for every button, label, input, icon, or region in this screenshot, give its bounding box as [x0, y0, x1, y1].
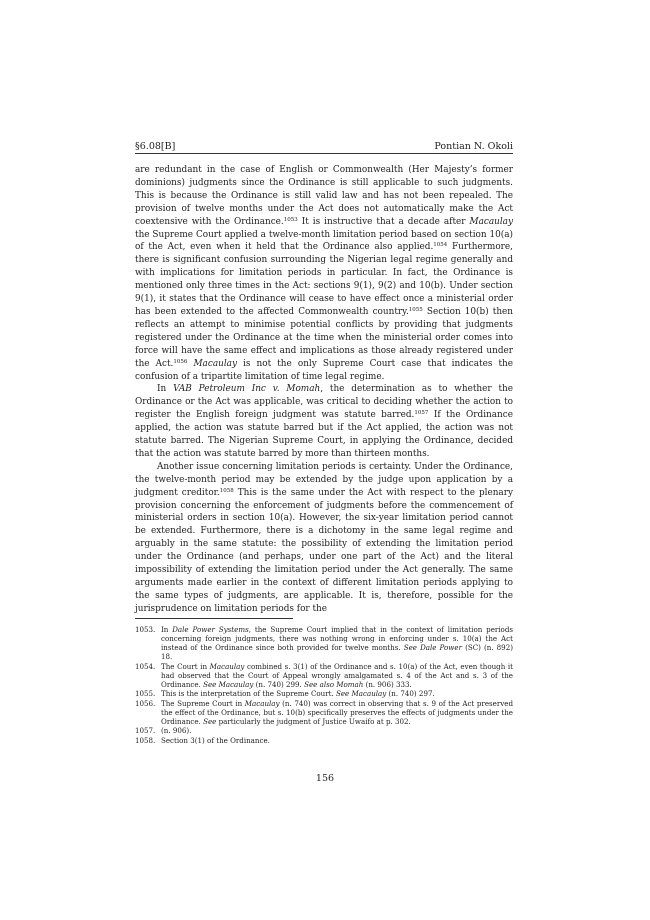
footnote-divider [135, 618, 293, 619]
footnote [135, 625, 513, 661]
body-text [135, 164, 513, 616]
footnote [135, 662, 513, 689]
footnote-number: 1055. [135, 689, 156, 698]
footnote-ref[interactable]: 1054 [433, 242, 448, 249]
footnote-ref[interactable]: 1058 [219, 487, 234, 494]
section-number: §6.08[B] [135, 141, 176, 152]
footnote-text: In Dale Power Systems, the Supreme Court implied that in the context of limitation periods concerning foreign judgments, there was nothing wrong in enforcing under s. 10(a) the Act instead of the Ordinance since both provided for twelve months. See Dale Power (SC) (n. 892) 18. [161, 625, 514, 661]
footnote-ref[interactable]: 1056 [173, 358, 188, 365]
footnote-number: 1057. [135, 726, 156, 735]
paragraph: In VAB Petroleum Inc v. Momah, the determination as to whether the Ordinance or the Act was applicable, was critical to deciding whether the action to register the English foreign judgment was statute barred.$^{1057}$ If the Ordinance applied, the action was statute barred but if the Act applied, the action was not statute barred. The Nigerian Supreme Court, in applying the Ordinance, decided that the action was statute barred by more than thirteen months. [135, 384, 514, 459]
footnote-text: Section 3(1) of the Ordinance. [161, 735, 270, 745]
footnote [135, 726, 513, 735]
footnote-text: The Supreme Court in Macaulay (n. 740) was correct in observing that s. 9 of the Act preserved the effect of the Ordinance, but s. 10(b) specifically preserves the effects of judgments under the Ordinance. See particularly the judgment of Justice Uwaifo at p. 302. [161, 698, 513, 726]
footnote-number: 1053. [135, 625, 156, 634]
footnote-ref[interactable]: 1057 [414, 410, 429, 417]
footnote-ref[interactable]: 1053 [283, 216, 298, 223]
footnote [135, 736, 513, 745]
footnote-number: 1056. [135, 698, 156, 708]
footnote-text: This is the interpretation of the Supreme Court. See Macaulay (n. 740) 297. [161, 689, 435, 698]
page-number: 156 [315, 773, 335, 784]
footnotes [135, 625, 513, 745]
footnote-ref[interactable]: 1055 [408, 306, 423, 313]
footnote-text: (n. 906). [161, 726, 192, 735]
footnote [135, 689, 513, 698]
paragraph: Another issue concerning limitation periods is certainty. Under the Ordinance, the twelve-month period may be extended by the judge upon application by a judgment creditor.$^{1058}$ This is the same under the Act with respect to the plenary provision concerning the enforcement of judgments before the commencement of ministerial orders in section 10(a). However, the six-year limitation period cannot be extended. Furthermore, there is a dichotomy in the same legal regime and arguably in the same statute: the possibility of extending the limitation period under the Ordinance (and perhaps, under one part of the Act) and the literal impossibility of extending the limitation period under the Act generally. The same arguments made earlier in the context of different limitation periods applying to the same types of judgments, are applicable. It is, therefore, possible for the jurisprudence on limitation periods for the [135, 461, 513, 614]
footnote-text: The Court in Macaulay combined s. 3(1) of the Ordinance and s. 10(a) of the Act, even though it had observed that the Court of Appeal wrongly amalgamated s. 4 of the Act and s. 3 of the Ordinance. See Macaulay (n. 740) 299. See also Momah (n. 906) 333. [161, 661, 514, 689]
footnote-number: 1058. [135, 735, 156, 745]
footnote [135, 699, 513, 726]
paragraph: are redundant in the case of English or Commonwealth (Her Majesty’s former dominions) judgments since the Ordinance is still applicable to such judgments. This is because the Ordinance is still valid law and has not been repealed. The provision of twelve months under the Act does not automatically make the Act coextensive with the Ordinance.$^{1053}$ It is instructive that a decade after Macaulay the Supreme Court applied a twelve-month limitation period based on section 10(a) of the Act, even when it held that the Ordinance also applied.$^{1054}$ Furthermore, there is significant confusion surrounding the Nigerian legal regime generally and with implications for limitation periods in particular. In fact, the Ordinance is mentioned only three times in the Act: sections 9(1), 9(2) and 10(b). Under section 9(1), it states that the Ordinance will cease to have effect once a ministerial order has been extended to the affected Commonwealth country.$^{1055}$ Section 10(b) then reflects an attempt to minimise potential conflicts by providing that judgments registered under the Ordinance at the time when the ministerial order comes into force will have the same effect and implications as those already registered under the Act.$^{1056}$ Macaulay is not the only Supreme Court case that indicates the confusion of a tripartite limitation of time legal regime. [135, 165, 514, 382]
author-name: Pontian N. Okoli [434, 141, 513, 152]
footnote-number: 1054. [135, 661, 156, 671]
running-header [135, 140, 513, 154]
